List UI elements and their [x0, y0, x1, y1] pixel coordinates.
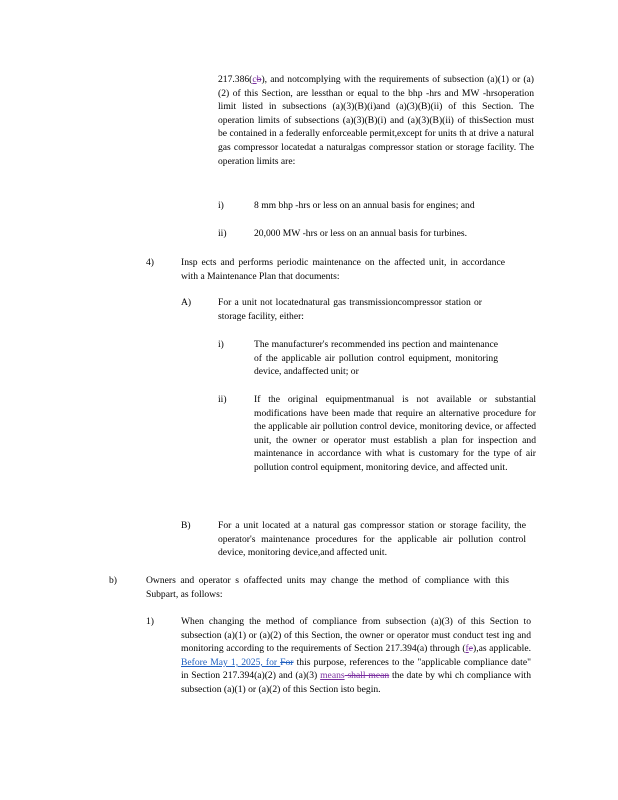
item-A-ii-text: If the original equipmentmanual is not available or substantial modifications have been made that require an alternative procedure for the applicable air pollution control device, monitoring device, or affected unit, the owner or operator must establish a plan for inspection and maintenance in accordance with what is customary for the type of air pollution control equipment, monitoring device, and affected unit. — [254, 394, 536, 473]
item-A-marker: A) — [181, 297, 192, 308]
paragraph-operation-limits — [218, 73, 534, 168]
item-ii-marker: ii) — [218, 228, 227, 239]
item-A-i-marker: i) — [218, 339, 224, 350]
text: ), and notcomplying with the requirements of subsection (a)(1) or (a)(2) of this Section, are lessthan or equal to the bhp -hrs and MW -hrsoperation limit listed in subsections (a)(3)(B)(i)and (a)(3)(B)(ii) of this Section. The operation limits of subsections (a)(3)(B)(i) and (a)(3)(B)(ii) of thisSection must be contained in a federally enforceable permit,except for units th at drive a natural gas compressor locatedat a naturalgas compressor station or storage facility. The operation limits are: — [218, 74, 534, 167]
deleted-text: b — [256, 74, 262, 85]
deleted-text: shall mean — [344, 670, 390, 682]
item-i-text: 8 mm bhp -hrs or less on an annual basis for engines; and — [254, 200, 475, 211]
inserted-text: means — [320, 670, 345, 682]
text: the date by whi ch compliance with subsection (a)(1) or (a)(2) of this Section isto begin. — [181, 670, 531, 695]
item-1-text — [181, 615, 531, 697]
item-A-ii-marker: ii) — [218, 394, 227, 405]
deleted-text: e — [468, 643, 474, 655]
text: ),as applicable. — [473, 643, 531, 655]
inserted-text: Before May 1, 2025, for — [181, 656, 281, 668]
item-4-text: Insp ects and performs periodic maintenance on the affected unit, in accordance with a Maintenance Plan that documents: — [181, 257, 505, 282]
deleted-text: For — [280, 656, 294, 668]
item-B-text: For a unit located at a natural gas compressor station or storage facility, the operator's maintenance procedures for the applicable air pollution control device, monitoring device,and affected unit. — [218, 520, 526, 559]
item-ii-text: 20,000 MW -hrs or less on an annual basis for turbines. — [254, 228, 467, 239]
text: 217.386( — [218, 74, 253, 85]
item-4-marker: 4) — [146, 257, 154, 268]
inserted-text: c — [252, 74, 257, 85]
item-b-text: Owners and operator s ofaffected units may change the method of compliance with this Subpart, as follows: — [146, 575, 509, 600]
item-i-marker: i) — [218, 200, 224, 211]
text: When changing the method of compliance from subsection (a)(3) of this Section to subsection (a)(1) or (a)(2) of this Section, the owner or operator must conduct test ing and monitoring according to the requirements of Section 217.394(a) through ( — [181, 616, 531, 655]
item-1-marker: 1) — [146, 616, 154, 627]
item-b-marker: b) — [109, 575, 117, 586]
item-A-text: For a unit not locatednatural gas transmissioncompressor station or storage facility, either: — [218, 297, 482, 322]
inserted-text: f — [465, 643, 469, 655]
text: this purpose, references to the "applicable compliance date" in Section 217.394(a)(2) and (a)(3) — [181, 656, 531, 682]
item-B-marker: B) — [181, 520, 191, 531]
item-A-i-text: The manufacturer's recommended ins pection and maintenance of the applicable air pollution control equipment, monitoring device, andaffected unit; or — [254, 339, 498, 378]
